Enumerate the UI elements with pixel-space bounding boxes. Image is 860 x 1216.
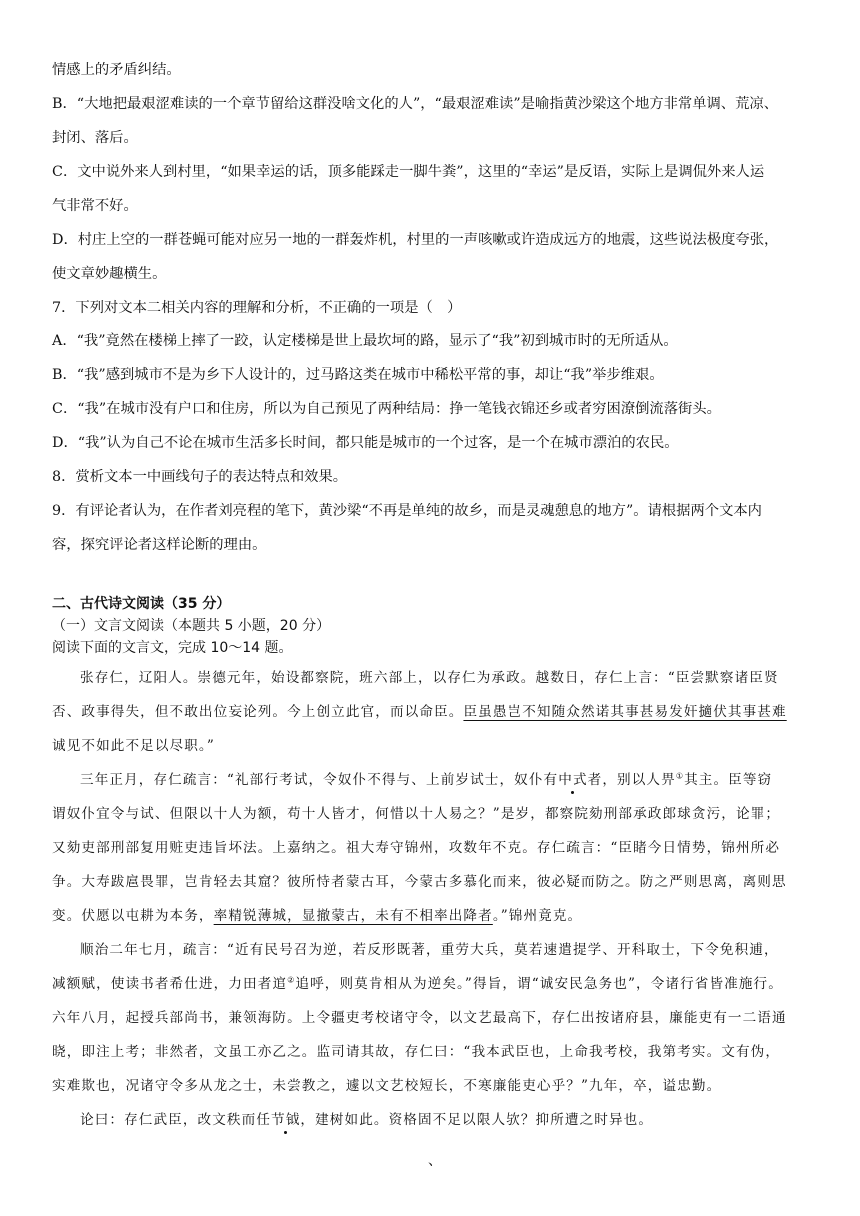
passage-text: 。”锦州竟克。 bbox=[492, 908, 583, 924]
q7-option-c: C．“我”在城市没有户口和住房，所以为自己预见了两种结局：挣一笔钱衣锦还乡或者穷困潦倒流落街头。 bbox=[52, 401, 721, 417]
instructions: 阅读下面的文言文，完成 10～14 题。 bbox=[52, 640, 293, 656]
passage-line: 张存仁，辽阳人。崇德元年，始设都察院，班六部上，以存仁为承政。越数日，存仁上言：“臣尝默察诸臣贤 bbox=[80, 670, 779, 686]
passage-text: 否、政事得失，但不敢出位妄论列。今上创立此官，而以命臣。 bbox=[52, 704, 464, 720]
dotted-term: 中式 bbox=[558, 772, 588, 788]
option-d: D．村庄上空的一群苍蝇可能对应另一地的一群轰炸机，村里的一声咳嗽或许造成远方的地震，这些说法极度夸张， bbox=[52, 232, 779, 248]
q7-option-a: A．“我”竟然在楼梯上摔了一跤，认定楼梯是世上最坎坷的路，显示了“我”初到城市时的无所适从。 bbox=[52, 333, 678, 349]
section-subtitle: （一）文言文阅读（本题共 5 小题，20 分） bbox=[52, 618, 331, 634]
option-b-cont: 封闭、落后。 bbox=[52, 130, 138, 146]
option-d-cont: 使文章妙趣横生。 bbox=[52, 266, 167, 282]
passage-line bbox=[80, 770, 812, 790]
passage-line: 又劾吏部刑部复用赃吏违旨坏法。上嘉纳之。祖大寿守锦州，攻数年不克。存仁疏言：“臣睹今日情势，锦州所必 bbox=[52, 840, 781, 856]
text-line: 情感上的矛盾纠结。 bbox=[52, 62, 181, 78]
underlined-sentence: 臣虽愚岂不知随众然诺其事甚易发奸擿伏其事甚难 bbox=[463, 704, 787, 720]
passage-text: 追呼，则莫肯相从为逆矣。”得旨，谓“诚安民急务也”，令诸行省皆准施行。 bbox=[295, 976, 783, 992]
passage-line: 晓，即注上考；非然者，文虽工亦乙之。监司请其故，存仁曰：“我本武臣也，上命我考校，我第考实。文有伪， bbox=[52, 1044, 781, 1060]
footnote-marker: ② bbox=[287, 975, 296, 985]
passage-text: 者，别以人畀 bbox=[587, 772, 676, 788]
option-b: B．“大地把最艰涩难读的一个章节留给这群没啥文化的人”，“最艰涩难读”是喻指黄沙梁这个地方非常单调、荒凉、 bbox=[52, 96, 778, 112]
passage-line: 争。大寿跋扈畏罪，岂肯轻去其窟？彼所恃者蒙古耳，今蒙古多慕化而来，彼必疑而防之。防之严则思离，离则思 bbox=[52, 874, 787, 890]
underlined-sentence: 率精锐薄城，显撤蒙古，未有不相率出降者 bbox=[213, 908, 493, 924]
passage-text: 其主。臣等窃 bbox=[684, 772, 773, 788]
q7-option-d: D．“我”认为自己不论在城市生活多长时间，都只能是城市的一个过客，是一个在城市漂泊的农民。 bbox=[52, 435, 679, 451]
passage-text: 减额赋，使读书者希仕进，力田者逭 bbox=[52, 976, 288, 992]
passage-line bbox=[52, 974, 812, 994]
passage-text: 变。伏愿以屯耕为本务， bbox=[52, 908, 214, 924]
passage-line bbox=[52, 702, 812, 722]
passage-line: 谓奴仆宜令与试、但限以十人为额，苟十人皆才，何惜以十人易之？”是岁，都察院劾刑部承政郎球贪污，论罪； bbox=[52, 806, 781, 822]
passage-line: 诚见不如此不足以尽职。” bbox=[52, 738, 215, 754]
dotted-term: 节钺 bbox=[271, 1112, 301, 1128]
question-8: 8．赏析文本一中画线句子的表达特点和效果。 bbox=[52, 469, 348, 485]
passage-line bbox=[52, 906, 812, 926]
q7-option-b: B．“我”感到城市不是为乡下人设计的，过马路这类在城市中稀松平常的事，却让“我”举步维艰。 bbox=[52, 367, 664, 383]
stray-mark: 、 bbox=[428, 1153, 442, 1169]
option-c: C．文中说外来人到村里，“如果幸运的话，顶多能踩走一脚牛粪”，这里的“幸运”是反语，实际上是调侃外来人运 bbox=[52, 164, 765, 180]
question-9: 9．有评论者认为，在作者刘亮程的笔下，黄沙梁“不再是单纯的故乡，而是灵魂憩息的地方”。请根据两个文本内 bbox=[52, 503, 762, 519]
question-7: 7．下列对文本二相关内容的理解和分析，不正确的一项是（ ） bbox=[52, 300, 462, 316]
question-9-cont: 容，探究评论者这样论断的理由。 bbox=[52, 537, 267, 553]
section-title: 二、古代诗文阅读（35 分） bbox=[52, 596, 231, 612]
passage-line: 六年八月，起授兵部尚书，兼领海防。上令疆吏考校诸守令，以文艺最高下，存仁出按诸府县，廉能吏有一二语通 bbox=[52, 1010, 787, 1026]
option-c-cont: 气非常不好。 bbox=[52, 198, 138, 214]
passage-line: 顺治二年七月，疏言：“近有民号召为逆，若反形既著，重劳大兵，莫若速遣提学、开科取士，下令免积逋， bbox=[80, 942, 779, 958]
footnote-marker: ① bbox=[675, 771, 685, 781]
passage-text: ，建树如此。资格固不足以限人欤？抑所遭之时异也。 bbox=[300, 1112, 654, 1128]
passage-text: 三年正月，存仁疏言：“礼部行考试，令奴仆不得与、上前岁试士，奴仆有 bbox=[80, 772, 559, 788]
passage-line bbox=[80, 1110, 812, 1130]
passage-text: 论曰：存仁武臣，改文秩而任 bbox=[80, 1112, 272, 1128]
passage-line: 实难欺也，况诸守令多从龙之士，未尝教之，遽以文艺校短长，不寒廉能吏心乎？”九年，卒，谥忠勤。 bbox=[52, 1078, 722, 1094]
